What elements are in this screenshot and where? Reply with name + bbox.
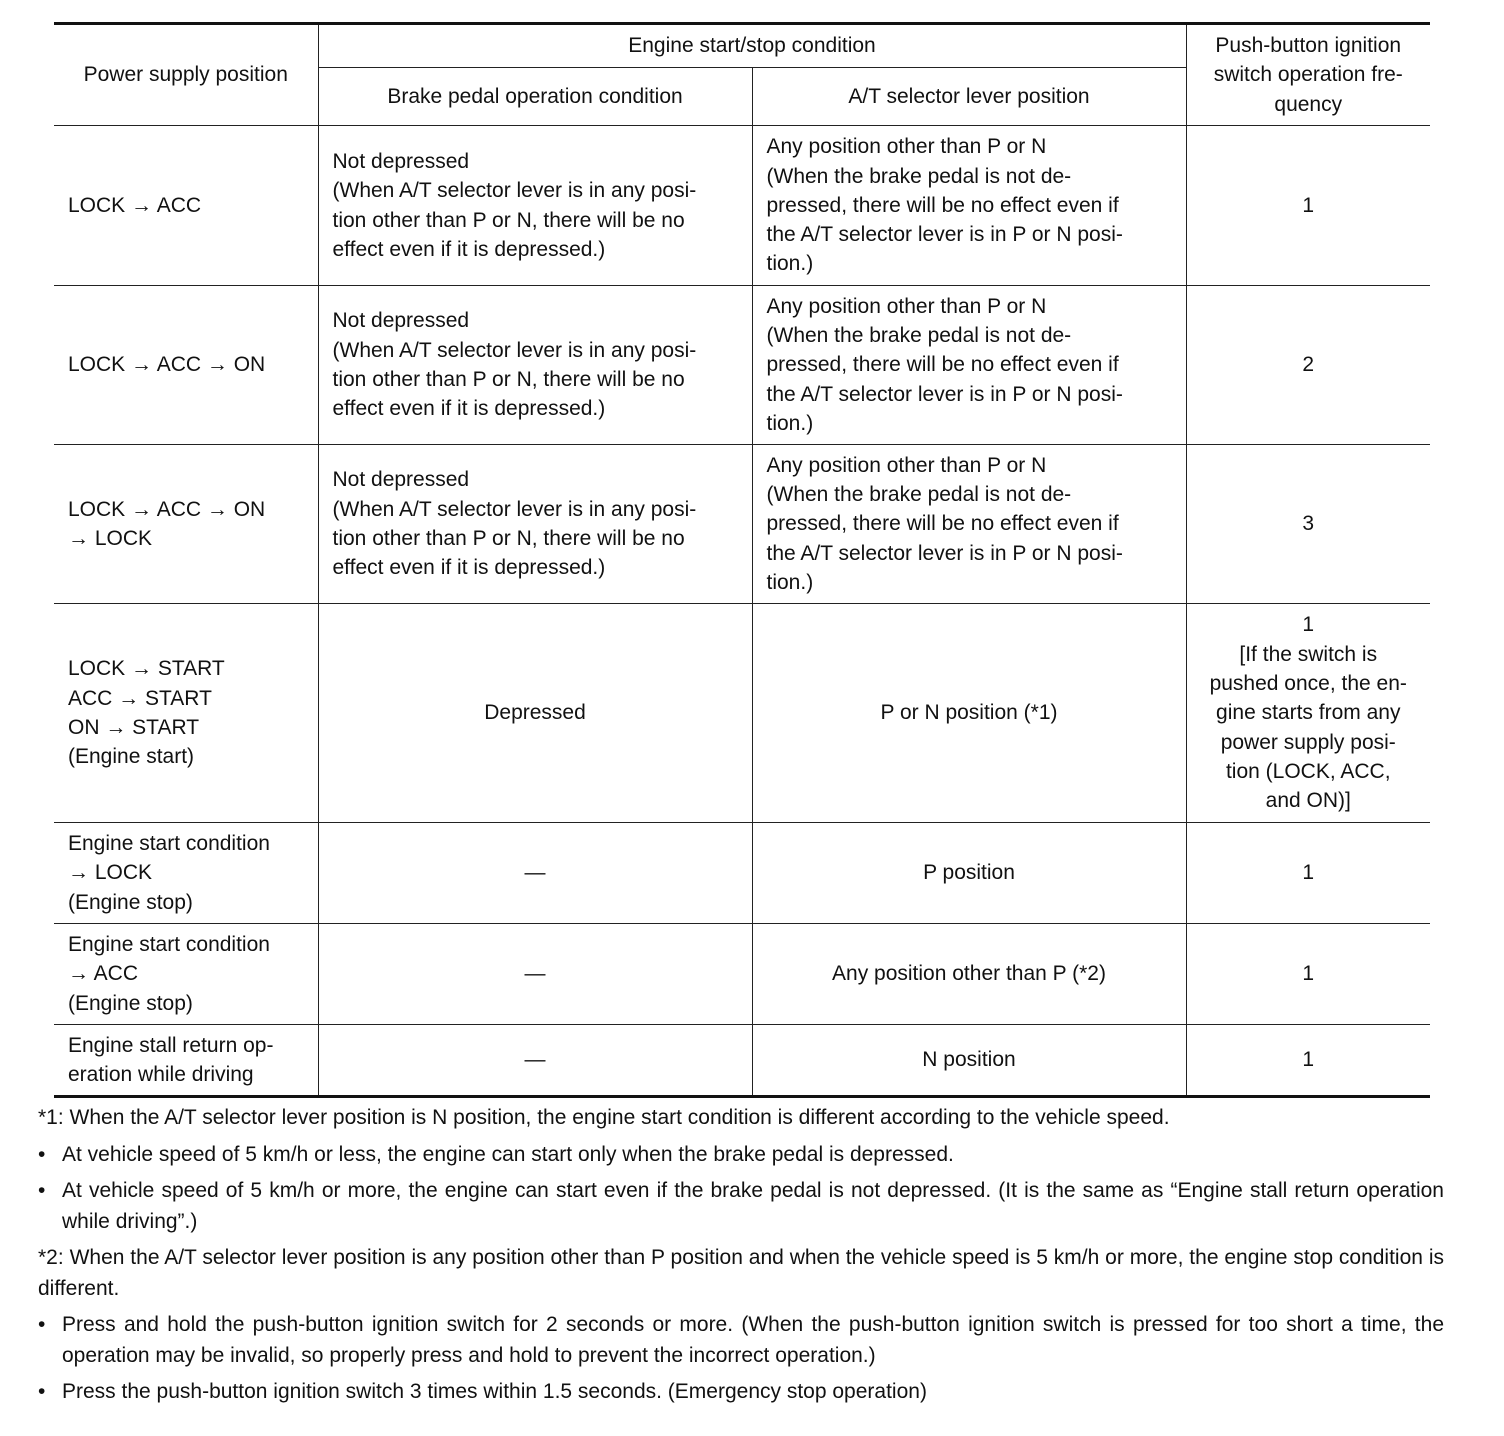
header-row-1 <box>54 24 1430 68</box>
header-power-supply-position: Power supply position <box>54 24 318 126</box>
cell-brake-pedal: Not depressed (When A/T selector lever is in any posi- tion other than P or N, there will be no effect even if it is depressed.) <box>318 445 752 604</box>
bullet-marker: • <box>38 1142 46 1166</box>
header-engine-start-stop-condition: Engine start/stop condition <box>318 24 1186 68</box>
cell-selector-lever: Any position other than P or N (When the brake pedal is not de- pressed, there will be no effect even if the A/T selector lever is in P or N posi- tion.) <box>752 126 1186 286</box>
cell-selector-lever: P or N position (*1) <box>752 604 1186 823</box>
cell-power-supply: LOCK → ACC <box>54 126 318 286</box>
cell-brake-pedal: Not depressed (When A/T selector lever is in any posi- tion other than P or N, there will be no effect even if it is depressed.) <box>318 126 752 286</box>
bullet-marker: • <box>38 1313 46 1336</box>
header-operation-frequency: Push-button ignition switch operation fre- quency <box>1186 24 1430 126</box>
header-selector-lever-position: A/T selector lever position <box>752 68 1186 126</box>
cell-power-supply: Engine stall return op- eration while driving <box>54 1025 318 1097</box>
footnote-2-bullet <box>38 1310 1444 1371</box>
cell-brake-pedal: — <box>318 823 752 924</box>
engine-start-stop-table <box>54 22 1430 1098</box>
table-row <box>54 286 1430 445</box>
cell-frequency: 1 <box>1186 823 1430 924</box>
cell-brake-pedal: Depressed <box>318 604 752 823</box>
cell-brake-pedal: Not depressed (When A/T selector lever is in any posi- tion other than P or N, there will be no effect even if it is depressed.) <box>318 286 752 445</box>
footnote-1-bullet <box>38 1176 1444 1237</box>
cell-selector-lever: Any position other than P or N (When the brake pedal is not de- pressed, there will be no effect even if the A/T selector lever is in P or N posi- tion.) <box>752 286 1186 445</box>
cell-selector-lever: Any position other than P (*2) <box>752 924 1186 1025</box>
table-row <box>54 126 1430 286</box>
footnote-2: *2: When the A/T selector lever position is any position other than P position and when the vehicle speed is 5 km/h or more, the engine stop condition is different. <box>38 1246 1444 1300</box>
cell-power-supply: Engine start condition → ACC (Engine stop) <box>54 924 318 1025</box>
bullet-marker: • <box>38 1179 46 1202</box>
cell-brake-pedal: — <box>318 1025 752 1097</box>
footnotes <box>38 1100 1444 1414</box>
footnote-1-bullet <box>38 1140 1444 1171</box>
cell-frequency: 1 <box>1186 1025 1430 1097</box>
table-row <box>54 1025 1430 1097</box>
cell-power-supply: Engine start condition → LOCK (Engine stop) <box>54 823 318 924</box>
header-brake-pedal-condition: Brake pedal operation condition <box>318 68 752 126</box>
cell-selector-lever: Any position other than P or N (When the brake pedal is not de- pressed, there will be no effect even if the A/T selector lever is in P or N posi- tion.) <box>752 445 1186 604</box>
cell-frequency: 3 <box>1186 445 1430 604</box>
bullet-marker: • <box>38 1380 46 1403</box>
footnote-2-bullet <box>38 1377 1444 1408</box>
table-row <box>54 604 1430 823</box>
bullet-text: Press and hold the push-button ignition switch for 2 seconds or more. (When the push-button ignition switch is pressed for too short a time, the operation may be invalid, so properly press and hold to prevent the incorrect operation.) <box>62 1313 1444 1367</box>
cell-power-supply: LOCK → ACC → ON <box>54 286 318 445</box>
cell-power-supply: LOCK → ACC → ON → LOCK <box>54 445 318 604</box>
table-row <box>54 823 1430 924</box>
cell-selector-lever: N position <box>752 1025 1186 1097</box>
bullet-text: At vehicle speed of 5 km/h or more, the engine can start even if the brake pedal is not depressed. (It is the same as “Engine stall return operation while driving”.) <box>62 1179 1444 1233</box>
table-row <box>54 924 1430 1025</box>
cell-selector-lever: P position <box>752 823 1186 924</box>
footnote-1: *1: When the A/T selector lever position is N position, the engine start condition is different according to the vehicle speed. <box>38 1106 1170 1129</box>
cell-frequency: 1 <box>1186 126 1430 286</box>
cell-frequency: 1 <box>1186 924 1430 1025</box>
bullet-text: At vehicle speed of 5 km/h or less, the engine can start only when the brake pedal is depressed. <box>62 1142 954 1166</box>
cell-power-supply: LOCK → START ACC → START ON → START (Engine start) <box>54 604 318 823</box>
table-row <box>54 445 1430 604</box>
cell-brake-pedal: — <box>318 924 752 1025</box>
cell-frequency: 1 [If the switch is pushed once, the en- gine starts from any power supply posi- tion (LOCK, ACC, and ON)] <box>1186 604 1430 823</box>
cell-frequency: 2 <box>1186 286 1430 445</box>
bullet-text: Press the push-button ignition switch 3 times within 1.5 seconds. (Emergency stop operation) <box>62 1380 927 1403</box>
